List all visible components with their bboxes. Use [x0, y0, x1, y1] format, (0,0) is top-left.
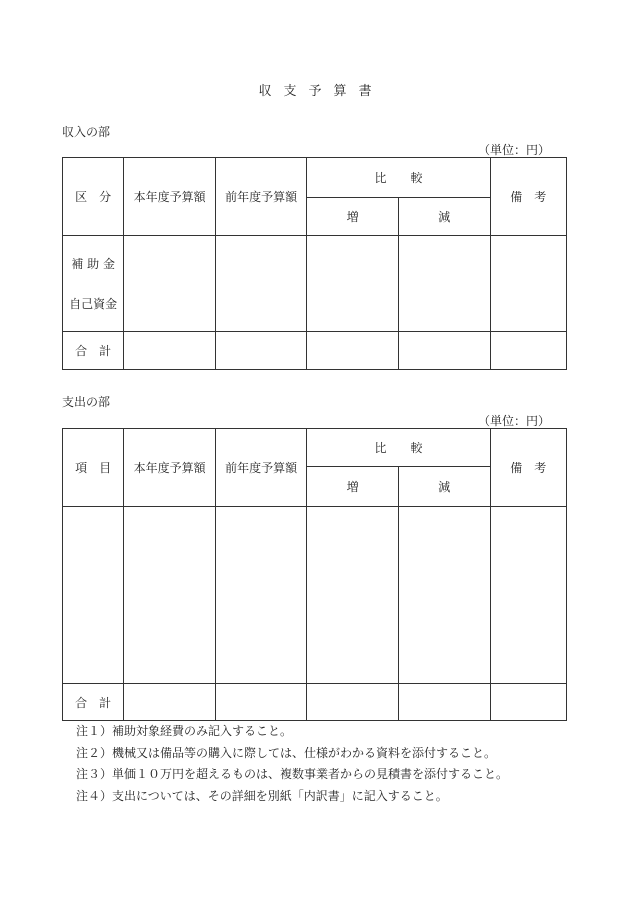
expense-total-cell[interactable]: [215, 684, 307, 721]
expense-section-label: 支出の部: [62, 395, 111, 409]
income-table: [62, 157, 567, 370]
income-header-remarks: 備 考: [490, 158, 567, 236]
income-total-cell[interactable]: [124, 332, 216, 370]
income-total-label: 合 計: [63, 332, 124, 370]
income-row-own-funds: 自己資金: [69, 296, 118, 311]
income-header-decrease: 減: [398, 198, 490, 236]
expense-header-comparison: 比 較: [307, 429, 490, 467]
expense-header-current-year: 本年度予算額: [124, 429, 216, 507]
expense-header-decrease: 減: [398, 467, 490, 507]
expense-cell[interactable]: [490, 507, 567, 684]
expense-total-cell[interactable]: [490, 684, 567, 721]
income-total-cell[interactable]: [490, 332, 567, 370]
note-3: 注３）単価１０万円を超えるものは、複数事業者からの見積書を添付すること。: [76, 767, 509, 781]
expense-total-cell[interactable]: [398, 684, 490, 721]
notes: [76, 721, 508, 807]
note-2: 注２）機械又は備品等の購入に際しては、仕様がわかる資料を添付すること。: [76, 745, 497, 760]
expense-header-category: 項 目: [63, 429, 124, 507]
income-cell[interactable]: [398, 236, 490, 332]
expense-cell[interactable]: [124, 507, 216, 684]
income-total-cell[interactable]: [398, 332, 490, 370]
expense-header-remarks: 備 考: [490, 429, 567, 507]
income-header-increase: 増: [307, 198, 399, 236]
expense-total-cell[interactable]: [307, 684, 399, 721]
expense-cell[interactable]: [398, 507, 490, 684]
income-total-cell[interactable]: [215, 332, 307, 370]
expense-total-label: 合 計: [63, 684, 124, 721]
expense-cell[interactable]: [215, 507, 307, 684]
income-cell[interactable]: [124, 236, 216, 332]
expense-cell[interactable]: [63, 507, 124, 684]
income-row-labels: [63, 236, 124, 332]
income-header-comparison: 比 較: [307, 158, 490, 198]
page-title: 収支予算書: [258, 84, 384, 99]
expense-total-cell[interactable]: [124, 684, 216, 721]
expense-table: [62, 428, 567, 721]
expense-unit-label: （単位：円）: [477, 414, 550, 428]
income-total-cell[interactable]: [307, 332, 399, 370]
income-cell[interactable]: [215, 236, 307, 332]
note-1: 注１）補助対象経費のみ記入すること。: [76, 724, 293, 738]
income-header-current-year: 本年度予算額: [124, 158, 216, 236]
expense-header-increase: 増: [307, 467, 399, 507]
income-unit-label: （単位：円）: [477, 143, 550, 157]
income-cell[interactable]: [307, 236, 399, 332]
income-section-label: 収入の部: [62, 125, 111, 139]
expense-cell[interactable]: [307, 507, 399, 684]
income-cell[interactable]: [490, 236, 567, 332]
expense-header-previous-year: 前年度予算額: [215, 429, 307, 507]
note-4: 注４）支出については、その詳細を別紙「内訳書」に記入すること。: [76, 788, 448, 803]
income-row-subsidy: 補 助 金: [71, 256, 115, 271]
income-header-previous-year: 前年度予算額: [215, 158, 307, 236]
income-header-category: 区 分: [63, 158, 124, 236]
